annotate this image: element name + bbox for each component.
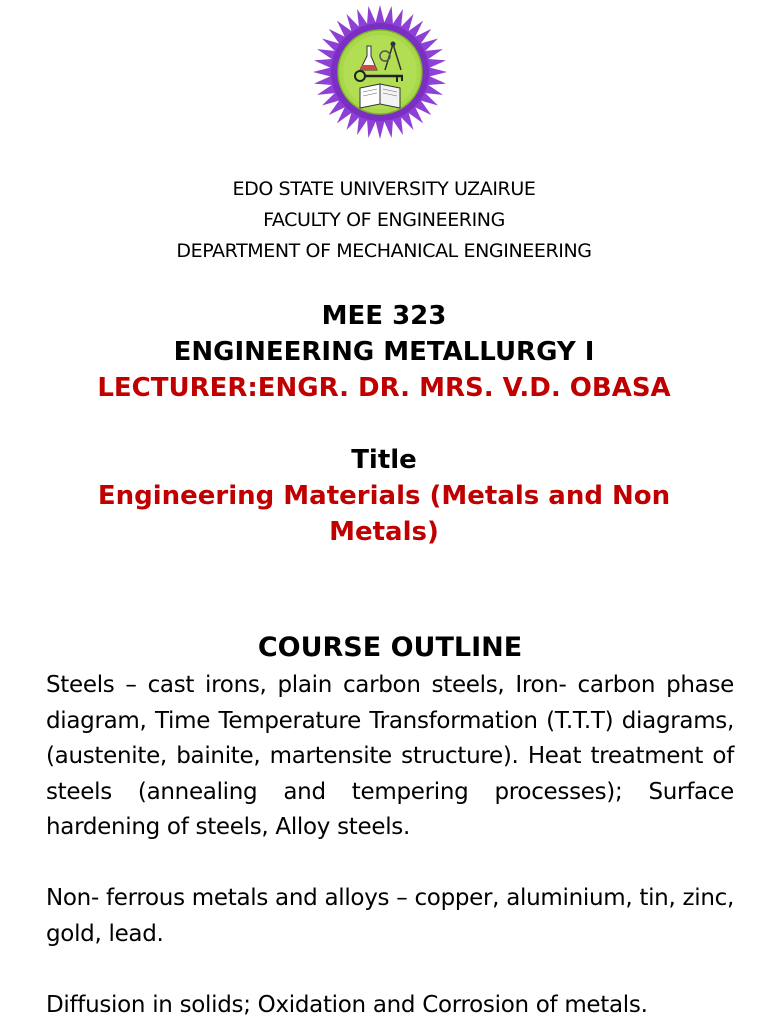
faculty-name: FACULTY OF ENGINEERING (263, 209, 505, 231)
university-seal-icon (305, 4, 455, 140)
outline-paragraph: Steels – cast irons, plain carbon steels, Iron- carbon phase diagram, Time Temperature Transformation (T.T.T) diagrams, (austenite, bainite, martensite structure). Heat treatment of steels (annealing and tempering processes); Surface hardening of steels, Alloy steels. (46, 672, 734, 840)
university-logo (305, 4, 455, 140)
institution-header (0, 174, 768, 267)
department-name: DEPARTMENT OF MECHANICAL ENGINEERING (176, 240, 592, 262)
course-info (0, 298, 768, 406)
title-section (0, 442, 768, 550)
title-text: Engineering Materials (Metals and Non Metals) (97, 481, 671, 547)
outline-paragraph: Diffusion in solids; Oxidation and Corrosion of metals. (46, 991, 648, 1018)
outline-heading: COURSE OUTLINE (257, 632, 523, 663)
course-name: ENGINEERING METALLURGY I (173, 337, 595, 367)
university-name: EDO STATE UNIVERSITY UZAIRUE (232, 178, 536, 200)
lecturer-name: LECTURER:ENGR. DR. MRS. V.D. OBASA (97, 373, 671, 403)
outline-body (46, 668, 734, 1023)
course-code: MEE 323 (321, 301, 447, 331)
title-label: Title (351, 445, 417, 475)
outline-paragraph: Non- ferrous metals and alloys – copper, aluminium, tin, zinc, gold, lead. (46, 885, 734, 947)
